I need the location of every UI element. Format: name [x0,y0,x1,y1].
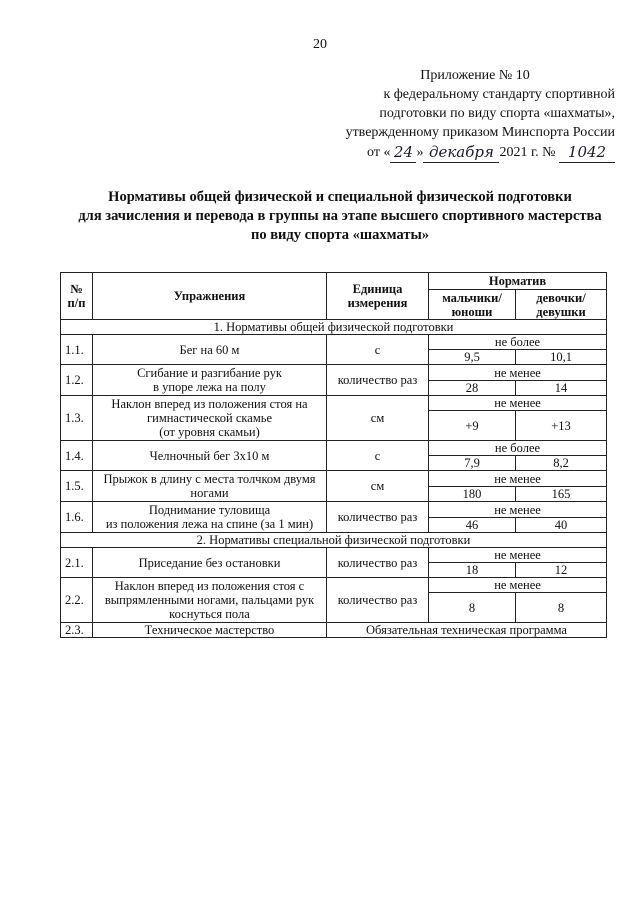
norms-table [60,272,607,638]
exercise-cell: Наклон вперед из положения стоя на гимнастической скамье (от уровня скамьи) [93,396,327,441]
table-row [61,623,607,638]
row-num: 2.3. [61,623,93,638]
title-line-2: для зачисления и перевода в группы на этапе высшего спортивного мастерства [78,208,602,224]
handwritten-number: 1042 [567,143,607,161]
table-row [61,335,607,350]
appendix-line-3: подготовки по виду спорта «шахматы», [379,106,615,121]
section-1-heading: 1. Нормативы общей физической подготовки [61,320,607,335]
boys-value: 46 [429,518,516,533]
row-num: 1.5. [61,471,93,502]
boys-value: 7,9 [429,456,516,471]
exercise-cell: Бег на 60 м [93,335,327,365]
table-row [61,441,607,456]
exercise-cell: Наклон вперед из положения стоя с выпрямленными ногами, пальцами рук коснуться пола [93,578,327,623]
condition-cell: не более [429,335,607,350]
row-num: 1.6. [61,502,93,533]
exercise-cell: Поднимание туловища из положения лежа на спине (за 1 мин) [93,502,327,533]
header-num: № п/п [61,273,93,320]
unit-cell: с [327,441,429,471]
condition-cell: не менее [429,548,607,563]
exercise-cell: Сгибание и разгибание рук в упоре лежа на полу [93,365,327,396]
row-num: 1.4. [61,441,93,471]
date-mid: » [416,145,424,160]
condition-cell: не менее [429,471,607,487]
exercise-cell: Приседание без остановки [93,548,327,578]
handwritten-number-field [559,142,615,163]
boys-value: +9 [429,411,516,441]
unit-cell: с [327,335,429,365]
girls-value: 8 [516,593,607,623]
boys-value: 28 [429,381,516,396]
condition-cell: не более [429,441,607,456]
appendix-line-4: утвержденному приказом Минспорта России [345,125,615,140]
row-num: 1.1. [61,335,93,365]
row-num: 2.2. [61,578,93,623]
handwritten-month: декабря [428,143,494,161]
title-line-3: по виду спорта «шахматы» [250,227,430,243]
condition-cell: не менее [429,502,607,518]
date-prefix: от « [367,145,391,160]
boys-value: 8 [429,593,516,623]
unit-cell: количество раз [327,365,429,396]
row-num: 2.1. [61,548,93,578]
program-cell: Обязательная техническая программа [327,623,607,638]
girls-value: +13 [516,411,607,441]
exercise-cell: Техническое мастерство [93,623,327,638]
unit-cell: количество раз [327,548,429,578]
row-num: 1.2. [61,365,93,396]
year-number-label: 2021 г. № [499,145,556,160]
handwritten-month-field [423,142,499,163]
exercise-cell: Челночный бег 3х10 м [93,441,327,471]
table-row [61,578,607,593]
girls-value: 165 [516,487,607,502]
document-title [40,188,640,245]
unit-cell: см [327,396,429,441]
appendix-title: Приложение № 10 [420,68,530,83]
section-2-heading: 2. Нормативы специальной физической подготовки [61,533,607,548]
boys-value: 9,5 [429,350,516,365]
girls-value: 8,2 [516,456,607,471]
header-unit: Единица измерения [327,273,429,320]
handwritten-day: 24 [393,143,414,161]
unit-cell: количество раз [327,502,429,533]
exercise-cell: Прыжок в длину с места толчком двумя ногами [93,471,327,502]
condition-cell: не менее [429,396,607,411]
table-row [61,396,607,411]
girls-value: 10,1 [516,350,607,365]
boys-value: 18 [429,563,516,578]
condition-cell: не менее [429,578,607,593]
handwritten-day-field [390,142,416,163]
appendix-header [295,66,615,163]
girls-value: 14 [516,381,607,396]
header-exercises: Упражнения [93,273,327,320]
table-row [61,502,607,518]
table-row [61,471,607,487]
row-num: 1.3. [61,396,93,441]
condition-cell: не менее [429,365,607,381]
table-row [61,548,607,563]
order-date-line [295,142,615,163]
header-norm: Норматив [429,273,607,290]
girls-value: 12 [516,563,607,578]
header-boys: мальчики/ юноши [429,290,516,320]
boys-value: 180 [429,487,516,502]
appendix-line-2: к федеральному стандарту спортивной [383,87,615,102]
girls-value: 40 [516,518,607,533]
page-number: 20 [313,37,327,52]
unit-cell: количество раз [327,578,429,623]
table-row [61,365,607,381]
unit-cell: см [327,471,429,502]
title-line-1: Нормативы общей физической и специальной физической подготовки [108,189,572,205]
header-girls: девочки/ девушки [516,290,607,320]
